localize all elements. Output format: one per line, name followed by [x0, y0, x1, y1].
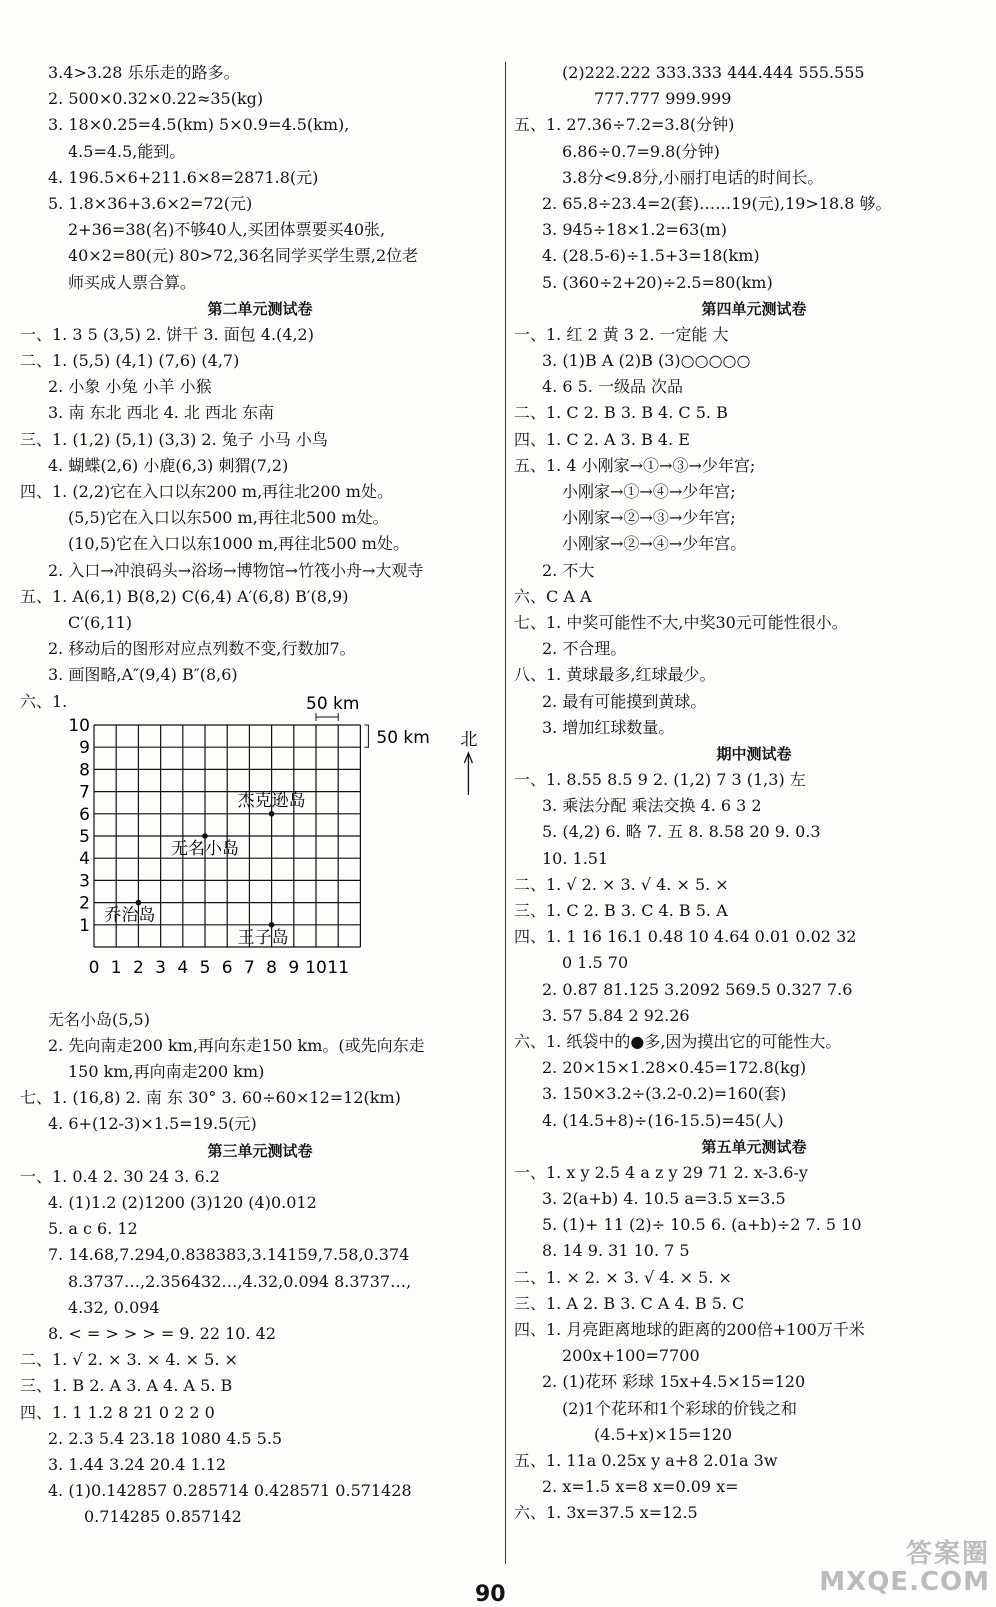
north-label: 北: [460, 729, 478, 750]
answer-line: 10. 1.51: [542, 848, 609, 868]
answer-line: 3. 画图略,A″(9,4) B″(8,6): [48, 665, 238, 685]
answer-line: 2. 不大: [542, 560, 595, 580]
y-tick-label: 10: [68, 715, 90, 736]
x-tick-label: 1: [110, 957, 122, 978]
answer-line: 2. 先向南走200 km,再向东走150 km。(或先向东走: [48, 1035, 425, 1055]
answer-line: 四、1. 月亮距离地球的距离的200倍+100万千米: [514, 1320, 865, 1339]
section-title: 第五单元测试卷: [701, 1137, 807, 1156]
watermark-logo: 答案圈: [905, 1539, 990, 1570]
section-title: 第四单元测试卷: [701, 299, 807, 318]
answer-line: 二、1. √ 2. × 3. × 4. × 5. ×: [20, 1350, 238, 1370]
answer-line: 8. 14 9. 31 10. 7 5: [542, 1241, 690, 1261]
island-label: 乔治岛: [104, 905, 156, 926]
answer-line: 三、1. B 2. A 3. A 4. A 5. B: [20, 1376, 233, 1396]
scale-label-right: 50 km: [376, 727, 430, 748]
answer-line: 五、1. A(6,1) B(8,2) C(6,4) A′(6,8) B′(8,9): [20, 586, 349, 606]
answer-line: 4. (28.5-6)÷1.5+3=18(km): [542, 246, 760, 266]
x-tick-label: 11: [327, 957, 350, 978]
y-tick-label: 2: [79, 893, 90, 914]
answer-line: 三、1. (1,2) (5,1) (3,3) 2. 兔子 小马 小鸟: [20, 429, 328, 449]
page-number: 90: [475, 1582, 506, 1607]
answer-line: (10,5)它在入口以东1000 m,再往北500 m处。: [68, 534, 409, 554]
answer-line: 一、1. 红 2 黄 3 2. 一定能 大: [514, 324, 729, 344]
answer-line: 七、1. 中奖可能性不大,中奖30元可能性很小。: [514, 612, 848, 632]
answer-line: 2. 小象 小兔 小羊 小猴: [48, 377, 212, 397]
x-tick-label: 9: [288, 957, 300, 978]
answer-line: 4. 蝴蝶(2,6) 小鹿(6,3) 刺猬(7,2): [48, 455, 289, 475]
answer-line: 无名小岛(5,5): [48, 1009, 150, 1029]
x-tick-label: 8: [266, 957, 278, 978]
right-column: [514, 60, 994, 1527]
y-tick-label: 5: [79, 826, 90, 847]
answer-line: 3. 南 东北 西北 4. 北 西北 东南: [48, 403, 275, 423]
watermark: [819, 1541, 990, 1596]
answer-line: 4.32, 0.094: [68, 1297, 160, 1317]
answer-line: 150 km,再向南走200 km): [68, 1062, 265, 1082]
answer-line: (2)222.222 333.333 444.444 555.555: [562, 63, 865, 82]
left-answers-bottom: [20, 1007, 500, 1531]
scale-label-top: 50 km: [306, 693, 360, 714]
answer-line: 小刚家→②→④→少年宫。: [562, 534, 747, 554]
answer-line: 40×2=80(元) 80>72,36名同学买学生票,2位老: [68, 246, 419, 266]
answer-line: 二、1. (5,5) (4,1) (7,6) (4,7): [20, 351, 240, 371]
answer-line: 5. (360÷2+20)÷2.5=80(km): [542, 272, 773, 292]
y-tick-label: 9: [79, 737, 90, 758]
left-column: [20, 60, 500, 1530]
x-tick-label: 3: [155, 957, 167, 978]
answer-line: 六、C A A: [514, 586, 592, 606]
answer-line: 六、1. 纸袋中的●多,因为摸出它的可能性大。: [514, 1031, 842, 1051]
answer-line: 四、1. (2,2)它在入口以东200 m,再往北200 m处。: [20, 482, 393, 501]
x-tick-label: 7: [243, 957, 255, 978]
island-point: [136, 899, 142, 905]
section-title: 第二单元测试卷: [207, 299, 313, 318]
x-tick-label: 10: [305, 957, 327, 978]
answer-line: 师买成人票合算。: [68, 272, 197, 292]
answer-line: 4. (1)0.142857 0.285714 0.428571 0.571428: [48, 1481, 412, 1501]
answer-line: 一、1. 3 5 (3,5) 2. 饼干 3. 面包 4.(4,2): [20, 324, 314, 344]
answer-line: 4.5=4.5,能到。: [68, 141, 186, 161]
answer-line: 2. 2.3 5.4 23.18 1080 4.5 5.5: [48, 1428, 283, 1448]
answer-line: 0.714285 0.857142: [84, 1507, 242, 1527]
answer-line: 2+36=38(名)不够40人,买团体票要买40张,: [68, 220, 386, 240]
answer-line: 6.86÷0.7=9.8(分钟): [562, 141, 720, 161]
answer-line: 5. 1.8×36+3.6×2=72(元): [48, 193, 253, 213]
answer-line: 2. 不合理。: [542, 639, 627, 659]
answer-line: 小刚家→②→③→少年宫;: [562, 508, 736, 528]
answer-line: 3. (1)B A (2)B (3)○○○○○: [542, 351, 751, 371]
answer-line: 4. (14.5+8)÷(16-15.5)=45(人): [542, 1110, 784, 1130]
section-title: 期中测试卷: [716, 744, 792, 763]
y-tick-label: 4: [79, 848, 90, 869]
answer-line: 5. (4,2) 6. 略 7. 五 8. 8.58 20 9. 0.3: [542, 822, 821, 842]
answer-line: (2)1个花环和1个彩球的价钱之和: [562, 1398, 798, 1418]
answer-line: 一、1. x y 2.5 4 a z y 29 71 2. x-3.6-y: [514, 1162, 808, 1182]
answer-line: 六、1.: [20, 691, 68, 711]
answer-line: 4. (1)1.2 (2)1200 (3)120 (4)0.012: [48, 1193, 317, 1212]
island-label: 王子岛: [237, 927, 289, 948]
island-point: [269, 811, 275, 817]
y-tick-label: 7: [79, 782, 90, 803]
answer-line: C′(6,11): [68, 612, 132, 632]
column-divider: [505, 62, 506, 1564]
section-title: 第三单元测试卷: [207, 1141, 313, 1160]
answer-line: 3. 18×0.25=4.5(km) 5×0.9=4.5(km),: [48, 115, 350, 135]
answer-line: 3.4>3.28 乐乐走的路多。: [48, 63, 240, 82]
answer-line: 五、1. 27.36÷7.2=3.8(分钟): [514, 115, 735, 135]
answer-line: 4. 6+(12-3)×1.5=19.5(元): [48, 1114, 257, 1134]
answer-line: 4. 196.5×6+211.6×8=2871.8(元): [48, 167, 319, 187]
answer-line: 五、1. 11a 0.25x y a+8 2.01a 3w: [514, 1450, 778, 1470]
answer-line: 三、1. A 2. B 3. C A 4. B 5. C: [514, 1293, 745, 1313]
answer-line: 2. 65.8÷23.4=2(套)……19(元),19>18.8 够。: [542, 193, 892, 213]
answer-line: 四、1. 1 1.2 8 21 0 2 2 0: [20, 1402, 215, 1422]
answer-line: 5. a c 6. 12: [48, 1219, 138, 1239]
answer-line: 一、1. 8.55 8.5 9 2. (1,2) 7 3 (1,3) 左: [514, 770, 806, 790]
answer-line: 4. 6 5. 一级品 次品: [542, 377, 684, 397]
answer-line: 二、1. √ 2. × 3. √ 4. × 5. ×: [514, 874, 729, 894]
answer-line: 二、1. C 2. B 3. B 4. C 5. B: [514, 403, 728, 423]
answer-line: 2. 0.87 81.125 3.2092 569.5 0.327 7.6: [542, 979, 853, 999]
x-tick-label: 6: [221, 957, 233, 978]
y-tick-label: 6: [79, 804, 90, 825]
y-tick-label: 8: [79, 760, 90, 781]
x-tick-label: 2: [132, 957, 144, 978]
answer-line: 七、1. (16,8) 2. 南 东 30° 3. 60÷60×12=12(km): [20, 1088, 401, 1108]
answer-line: 3. 乘法分配 乘法交换 4. 6 3 2: [542, 796, 762, 816]
answer-line: 2. (1)花环 彩球 15x+4.5×15=120: [542, 1372, 806, 1392]
answer-line: 7. 14.68,7.294,0.838383,3.14159,7.58,0.374: [48, 1245, 410, 1265]
answer-line: 3.8分<9.8分,小丽打电话的时间长。: [562, 167, 824, 187]
answer-line: 3. 945÷18×1.2=63(m): [542, 220, 727, 240]
island-label: 无名小岛: [171, 838, 239, 859]
right-answers: [514, 60, 994, 1527]
answer-line: 2. 入口→冲浪码头→浴场→博物馆→竹筏小舟→大观寺: [48, 560, 424, 580]
answer-line: 二、1. × 2. × 3. √ 4. × 5. ×: [514, 1267, 732, 1287]
x-tick-label: 0: [88, 957, 100, 978]
answer-line: 六、1. 3x=37.5 x=12.5: [514, 1503, 698, 1523]
y-tick-label: 3: [79, 871, 90, 892]
answer-line: 0 1.5 70: [562, 953, 629, 973]
y-tick-label: 1: [79, 915, 90, 936]
island-point: [202, 833, 208, 839]
x-tick-label: 4: [177, 957, 189, 978]
answer-line: 一、1. 0.4 2. 30 24 3. 6.2: [20, 1166, 220, 1186]
answer-line: (4.5+x)×15=120: [594, 1424, 733, 1444]
watermark-url: MXQE.COM: [819, 1566, 990, 1597]
answer-line: 2. 最有可能摸到黄球。: [542, 691, 707, 711]
answer-line: 3. 增加红球数量。: [542, 717, 675, 737]
answer-line: (5,5)它在入口以东500 m,再往北500 m处。: [68, 508, 389, 528]
answer-line: 四、1. C 2. A 3. B 4. E: [514, 429, 690, 449]
answer-line: 小刚家→①→④→少年宫;: [562, 482, 736, 501]
answer-line: 2. 500×0.32×0.22≈35(kg): [48, 89, 264, 109]
island-label: 杰克逊岛: [237, 790, 306, 811]
answer-line: 三、1. C 2. B 3. C 4. B 5. A: [514, 901, 728, 920]
answer-line: 2. x=1.5 x=8 x=0.09 x=: [542, 1477, 739, 1497]
answer-line: 8.3737…,2.356432…,4.32,0.094 8.3737…,: [68, 1271, 412, 1291]
answer-line: 3. 150×3.2÷(3.2-0.2)=160(套): [542, 1084, 787, 1104]
answer-line: 3. 1.44 3.24 20.4 1.12: [48, 1454, 227, 1474]
answer-line: 3. 57 5.84 2 92.26: [542, 1005, 690, 1025]
answer-line: 8. < = > > > = 9. 22 10. 42: [48, 1323, 276, 1343]
answer-line: 五、1. 4 小刚家→①→③→少年宫;: [514, 455, 756, 475]
left-answers-top: [20, 60, 500, 715]
answer-line: 四、1. 1 16 16.1 0.48 10 4.64 0.01 0.02 32: [514, 927, 857, 947]
x-tick-label: 5: [199, 957, 211, 978]
answer-line: 3. 2(a+b) 4. 10.5 a=3.5 x=3.5: [542, 1189, 786, 1209]
answer-line: 5. (1)+ 11 (2)÷ 10.5 6. (a+b)÷2 7. 5 10: [542, 1215, 862, 1235]
answer-line: 200x+100=7700: [562, 1346, 700, 1366]
answer-line: 八、1. 黄球最多,红球最少。: [514, 665, 716, 685]
answer-line: 777.777 999.999: [594, 89, 732, 109]
scale-bracket-right: [364, 725, 368, 747]
answer-line: 2. 移动后的图形对应点列数不变,行数加7。: [48, 639, 356, 659]
answer-line: 2. 20×15×1.28×0.45=172.8(kg): [542, 1058, 807, 1078]
island-point: [269, 922, 275, 928]
